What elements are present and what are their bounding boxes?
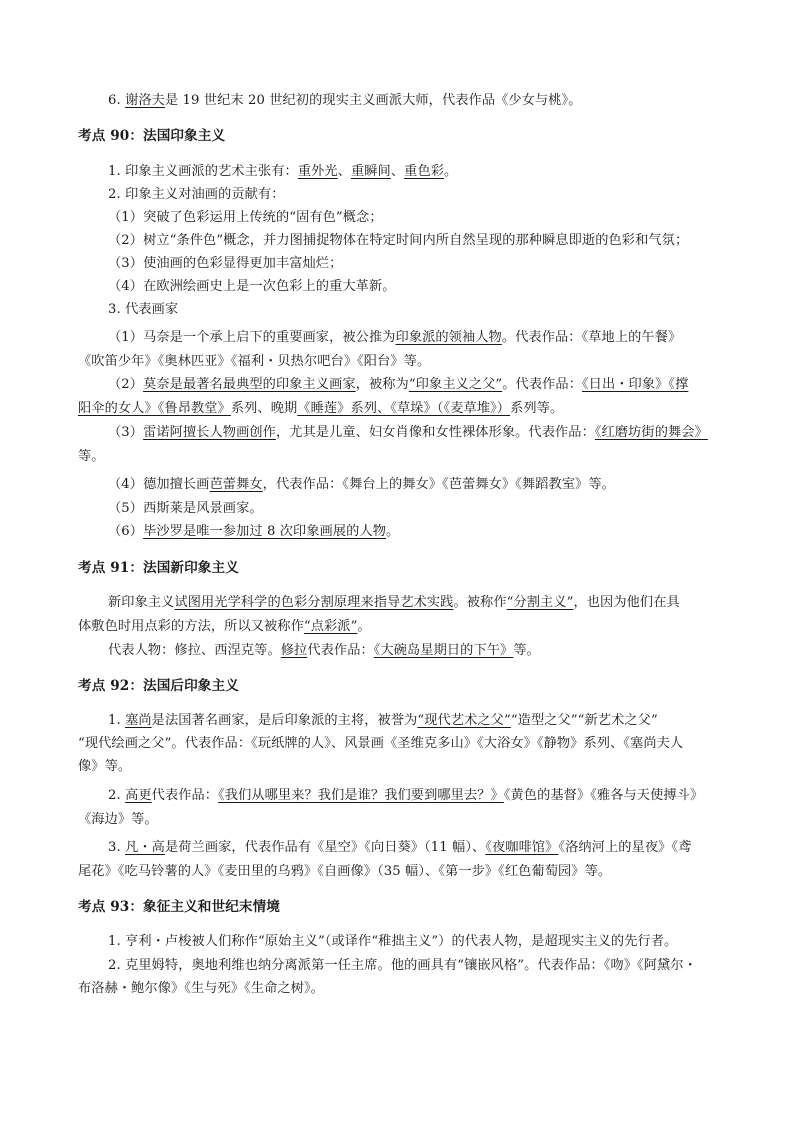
text-segment: 2. 克里姆特，奥地利维也纳分离派第一任主席。他的画具有“镶嵌风格”。代表作品：《吻》《阿黛尔・	[108, 958, 697, 973]
underlined-text: 《睡莲》系列、《草垛》（《麦草堆》）	[297, 401, 511, 416]
text-line	[108, 163, 457, 181]
text-segment: ，尤其是儿童、妇女肖像和女性裸体形象。代表作品：	[275, 425, 595, 440]
text-segment: （2）	[108, 377, 144, 392]
text-segment: “现代绘画之父”。代表作品：《玩纸牌的人》、风景画《圣维克多山》《大浴女》《静物》系列、《塞尚夫人	[78, 736, 684, 751]
section-heading	[78, 127, 225, 145]
text-line	[108, 500, 263, 518]
text-segment: 考点 92：法国后印象主义	[78, 678, 239, 694]
text-line	[108, 376, 688, 394]
underlined-text: 莫奈是最著名最典型的印象主义画家	[143, 377, 356, 392]
text-segment: ，被称为	[355, 377, 409, 392]
text-line	[108, 278, 396, 296]
text-segment: 体敷色时用点彩的方法，所以又被称作	[78, 619, 304, 634]
underlined-text: 印象派的领袖人物	[395, 330, 502, 345]
text-segment: （1）突破了色彩运用上传统的“固有色”概念；	[108, 210, 383, 225]
text-line	[108, 424, 708, 442]
text-line	[108, 839, 691, 857]
underlined-text: 毕沙罗是唯一参加过 8 次印象画展的人物	[143, 524, 387, 539]
text-segment: 《海边》等。	[78, 812, 158, 827]
underlined-text: 重色彩	[404, 164, 445, 179]
underlined-text: 《日出・印象》《撑	[582, 377, 689, 392]
text-segment: 。代表作品：《草地上的午餐》	[501, 330, 682, 345]
text-line	[78, 863, 611, 881]
text-segment: 代表作品：	[307, 643, 374, 658]
text-segment: 1. 亨利・卢梭被人们称作“原始主义”（或译作“稚拙主义”）的代表人物，是超现实主义的先行者。	[108, 934, 678, 949]
text-segment: （3）使油画的色彩显得更加丰富灿烂；	[108, 256, 343, 271]
text-segment: 是法国著名画家，是后印象派的主将，被誉为	[151, 713, 418, 728]
underlined-text: 《红磨坊街的舞会》	[594, 425, 708, 440]
text-line	[78, 811, 158, 829]
underlined-text: 谢洛夫	[125, 93, 165, 108]
text-segment: 1. 印象主义画派的艺术主张有：	[108, 164, 298, 179]
text-line	[78, 353, 430, 371]
text-segment: 。	[386, 524, 400, 539]
text-segment: 。	[357, 619, 371, 634]
text-segment: 、	[390, 164, 405, 179]
text-line	[108, 957, 697, 975]
underlined-text: “现代艺术之父”	[417, 713, 511, 728]
text-segment: 尾花》《吃马铃薯的人》《麦田里的乌鸦》《自画像》（35 幅）、《第一步》《红色葡萄园》等。	[78, 864, 612, 879]
underlined-text: 试图用光学科学的色彩分割原理来指导艺术实践	[174, 595, 454, 610]
text-line	[78, 448, 105, 466]
text-segment: 代表人物：修拉、西涅克等。	[108, 643, 281, 658]
text-segment: 考点 91：法国新印象主义	[78, 560, 239, 576]
text-line	[78, 980, 324, 998]
text-line	[108, 209, 383, 227]
text-line	[78, 618, 371, 636]
text-segment: 。被称作	[453, 595, 507, 610]
underlined-text: 高更	[125, 788, 152, 803]
text-segment: 系列等。	[510, 401, 564, 416]
text-segment: （2）树立“条件色”概念，并力图捕捉物体在特定时间内所自然呈现的那种瞬息即逝的色彩和气氛；	[108, 233, 689, 248]
text-segment: 布洛赫・鲍尔像》《生与死》《生命之树》。	[78, 981, 324, 996]
underlined-text: “点彩派”	[303, 619, 358, 634]
text-segment: ，代表作品：《舞台上的舞女》《芭蕾舞女》《舞蹈教室》等。	[262, 477, 615, 492]
text-line	[108, 523, 399, 541]
text-segment: 新印象主义	[108, 595, 175, 610]
text-segment: 考点 90：法国印象主义	[78, 128, 226, 144]
text-segment: 是 19 世纪末 20 世纪初的现实主义画派大师，代表作品《少女与桃》。	[164, 93, 582, 108]
underlined-text: 雷诺阿擅长人物画创作	[143, 425, 276, 440]
section-heading	[78, 677, 239, 695]
underlined-text: 修拉	[280, 643, 308, 658]
underlined-text: 《大碗岛星期日的下午》	[373, 643, 514, 658]
text-segment: （6）	[108, 524, 144, 539]
text-line	[108, 186, 285, 204]
text-segment: 《吹笛少年》《奥林匹亚》《福利・贝热尔吧台》《阳台》等。	[78, 354, 431, 369]
section-heading	[78, 559, 239, 577]
text-line	[108, 329, 681, 347]
text-segment: 。代表作品：	[502, 377, 582, 392]
text-line	[108, 232, 688, 250]
underlined-text: 阳伞的女人》《鲁昂教堂》	[78, 401, 231, 416]
text-line	[108, 594, 680, 612]
text-segment: 等。	[78, 449, 105, 464]
text-segment: （4）在欧洲绘画史上是一次色彩上的重大革新。	[108, 279, 396, 294]
underlined-text: 重外光	[297, 164, 338, 179]
text-line	[108, 92, 582, 110]
text-segment: ，也因为他们在具	[573, 595, 680, 610]
text-line	[78, 400, 563, 418]
text-line	[78, 758, 131, 776]
underlined-text: 《夜咖啡馆》	[485, 840, 559, 855]
text-segment: 像》等。	[78, 759, 132, 774]
text-segment: 《洛纳河上的星夜》《鸢	[558, 840, 692, 855]
text-segment: 考点 93：象征主义和世纪末情境	[78, 899, 280, 915]
text-segment: （3）	[108, 425, 144, 440]
text-segment: 1.	[108, 713, 126, 728]
section-heading	[78, 898, 280, 916]
text-segment: （5）西斯莱是风景画家。	[108, 501, 263, 516]
text-segment: 2.	[108, 788, 126, 803]
text-segment: 系列、晚期	[230, 401, 298, 416]
underlined-text: 塞尚	[125, 713, 152, 728]
text-line	[108, 642, 540, 660]
underlined-text: “分割主义”	[506, 595, 574, 610]
underlined-text: 芭蕾舞女	[209, 477, 263, 492]
text-segment: “造型之父”“新艺术之父”	[510, 713, 658, 728]
text-segment: 是荷兰画家，代表作品有《星空》《向日葵》（11 幅）、	[164, 840, 486, 855]
text-line	[108, 476, 615, 494]
text-line	[78, 735, 683, 753]
text-segment: （1）马奈是一个承上启下的重要画家，被公推为	[108, 330, 396, 345]
underlined-text: 重瞬间	[350, 164, 391, 179]
text-segment: 2. 印象主义对油画的贡献有：	[108, 187, 285, 202]
underlined-text: 凡・高	[125, 840, 165, 855]
text-segment: 3. 代表画家	[108, 302, 179, 317]
text-line	[108, 301, 178, 319]
underlined-text: “印象主义之父”	[408, 377, 503, 392]
text-line	[108, 712, 658, 730]
text-segment: 。	[444, 164, 458, 179]
text-line	[108, 933, 677, 951]
text-segment: （4）德加擅长画	[108, 477, 210, 492]
text-segment: 代表作品：	[151, 788, 219, 803]
text-line	[108, 787, 703, 805]
text-segment: 3.	[108, 840, 126, 855]
text-segment: 6.	[108, 93, 126, 108]
text-segment: 等。	[513, 643, 540, 658]
text-segment: 、	[337, 164, 351, 179]
underlined-text: 《我们从哪里来？我们是谁？我们要到哪里去？》	[218, 788, 504, 803]
text-segment: 《黄色的基督》《雅各与天使搏斗》	[503, 788, 704, 803]
text-line	[108, 255, 342, 273]
